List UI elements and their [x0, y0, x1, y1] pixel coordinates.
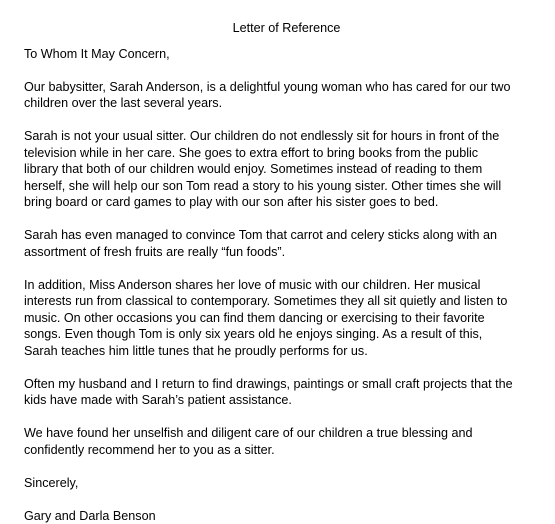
paragraph-recommendation [24, 425, 541, 458]
paragraph-line: television while in her care. She goes to extra effort to bring books from the public [24, 145, 541, 162]
closing: Sincerely, [24, 475, 541, 492]
paragraph-line: Sarah teaches him little tunes that he proudly performs for us. [24, 343, 541, 360]
paragraph-line: herself, she will help our son Tom read a story to his young sister. Other times she will [24, 178, 541, 195]
paragraph-line: Sarah has even managed to convince Tom that carrot and celery sticks along with an [24, 227, 541, 244]
signature: Gary and Darla Benson [24, 508, 541, 524]
paragraph-line: confidently recommend her to you as a sitter. [24, 442, 541, 459]
letter-title: Letter of Reference [24, 20, 541, 37]
paragraph-music [24, 277, 541, 360]
paragraph-activities [24, 128, 541, 211]
paragraph-line: songs. Even though Tom is only six years old he enjoys singing. As a result of this, [24, 326, 541, 343]
paragraph-line: In addition, Miss Anderson shares her love of music with our children. Her musical [24, 277, 541, 294]
paragraph-line: children over the last several years. [24, 95, 541, 112]
paragraph-food [24, 227, 541, 260]
paragraph-intro [24, 79, 541, 112]
paragraph-line: assortment of fresh fruits are really “fun foods”. [24, 244, 541, 261]
paragraph-line: library that both of our children would enjoy. Sometimes instead of reading to them [24, 161, 541, 178]
paragraph-crafts [24, 376, 541, 409]
paragraph-line: bring board or card games to play with our son after his sister goes to bed. [24, 194, 541, 211]
paragraph-line: kids have made with Sarah’s patient assistance. [24, 392, 541, 409]
paragraph-line: music. On other occasions you can find them dancing or exercising to their favorite [24, 310, 541, 327]
paragraph-line: We have found her unselfish and diligent care of our children a true blessing and [24, 425, 541, 442]
paragraph-line: interests run from classical to contemporary. Sometimes they all sit quietly and listen to [24, 293, 541, 310]
paragraph-line: Sarah is not your usual sitter. Our children do not endlessly sit for hours in front of the [24, 128, 541, 145]
salutation: To Whom It May Concern, [24, 46, 541, 63]
paragraph-line: Our babysitter, Sarah Anderson, is a delightful young woman who has cared for our two [24, 79, 541, 96]
paragraph-line: Often my husband and I return to find drawings, paintings or small craft projects that the [24, 376, 541, 393]
